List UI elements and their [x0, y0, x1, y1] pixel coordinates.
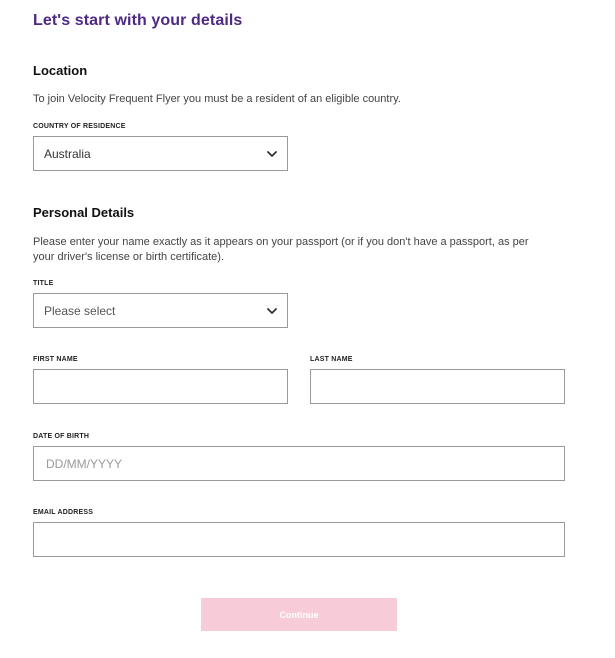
- first-name-input[interactable]: [33, 369, 288, 404]
- personal-details-description-line2: your driver's license or birth certificate).: [33, 251, 224, 263]
- page-title: Let's start with your details: [33, 12, 243, 29]
- country-of-residence-select[interactable]: [33, 136, 288, 171]
- country-of-residence-value: Australia: [44, 146, 91, 161]
- location-heading: Location: [33, 63, 88, 78]
- personal-details-heading: Personal Details: [33, 205, 135, 220]
- title-select[interactable]: [33, 293, 288, 328]
- title-value: Please select: [44, 303, 116, 318]
- title-label: TITLE: [33, 280, 54, 287]
- last-name-input[interactable]: [310, 369, 565, 404]
- continue-button[interactable]: Continue: [201, 598, 397, 631]
- date-of-birth-label: DATE OF BIRTH: [33, 433, 90, 440]
- country-of-residence-label: COUNTRY OF RESIDENCE: [33, 123, 126, 130]
- first-name-label: FIRST NAME: [33, 356, 78, 363]
- email-address-input[interactable]: [33, 522, 565, 557]
- date-of-birth-input[interactable]: [33, 446, 565, 481]
- chevron-down-icon: [266, 148, 278, 160]
- chevron-down-icon: [266, 305, 278, 317]
- last-name-label: LAST NAME: [310, 356, 353, 363]
- personal-details-description-line1: Please enter your name exactly as it appears on your passport (or if you don't have a passport, as per: [33, 236, 529, 248]
- location-description: To join Velocity Frequent Flyer you must be a resident of an eligible country.: [33, 93, 401, 105]
- email-address-label: EMAIL ADDRESS: [33, 509, 94, 516]
